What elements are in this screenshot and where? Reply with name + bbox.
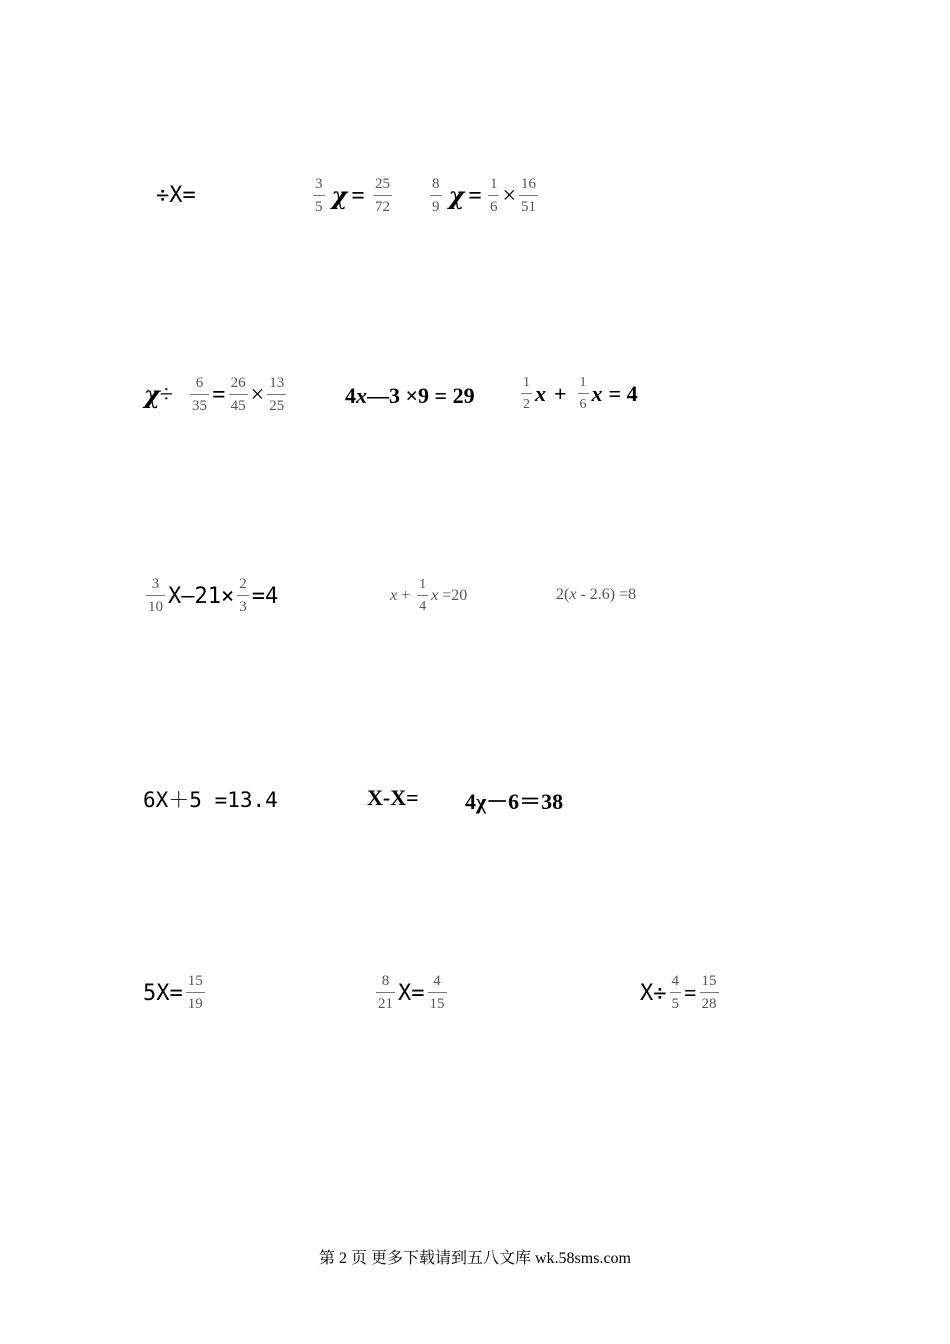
times-sign: × bbox=[502, 182, 517, 209]
right-hand-side: =4 bbox=[251, 583, 279, 609]
equation-text: X-X= bbox=[367, 785, 419, 810]
equation-row5-b bbox=[373, 974, 450, 1012]
right-hand-side: =20 bbox=[442, 587, 468, 604]
fraction: $\frac{4}{5}$ bbox=[671, 973, 679, 1012]
equation-text: X—21× bbox=[168, 583, 235, 609]
equals-sign: = bbox=[211, 381, 226, 408]
equals-sign: = bbox=[182, 183, 196, 208]
equation-rest: - 2.6) =8 bbox=[580, 586, 637, 603]
fraction: $\frac{8}{21}$ bbox=[378, 973, 393, 1012]
equation-row5-a bbox=[143, 974, 208, 1012]
fraction: $\frac{4}{15}$ bbox=[429, 973, 445, 1012]
equation-text: X= bbox=[398, 980, 425, 1006]
right-hand-side: = 4 bbox=[608, 381, 638, 406]
equation-text: 4χ－6＝38 bbox=[465, 789, 564, 814]
equation-text: 5X= bbox=[143, 980, 183, 1006]
plus-sign: + bbox=[401, 587, 411, 604]
variable: 𝝌 bbox=[448, 184, 465, 210]
fraction: $\frac{6}{35}$ bbox=[191, 375, 207, 414]
equation-row4-c bbox=[465, 785, 563, 816]
equation-row2-b bbox=[345, 383, 475, 409]
fraction: $\frac{1}{4}$ bbox=[419, 577, 427, 614]
variable: 𝝌 bbox=[331, 184, 348, 210]
equation-row3-a bbox=[143, 577, 278, 615]
variable: x bbox=[591, 381, 603, 406]
equation-row4-b bbox=[367, 785, 419, 811]
equation-row2-c bbox=[518, 376, 638, 412]
equation-text: 2( bbox=[556, 586, 570, 603]
fraction: $\frac{15}{19}$ bbox=[187, 973, 203, 1012]
equation-row3-c bbox=[556, 586, 636, 604]
equation-row3-b bbox=[390, 578, 467, 614]
fraction: $\frac{1}{6}$ bbox=[579, 375, 587, 412]
equation-rest: —3 ×9 = 29 bbox=[367, 383, 475, 408]
fraction: $\frac{1}{6}$ bbox=[489, 176, 498, 215]
fraction: $\frac{2}{3}$ bbox=[239, 576, 247, 615]
variable: x bbox=[390, 587, 398, 604]
fraction: $\frac{15}{28}$ bbox=[701, 973, 717, 1012]
equation-row4-a bbox=[143, 784, 278, 814]
fraction: $\frac{25}{72}$ bbox=[374, 176, 390, 215]
divide-sign: ÷ bbox=[156, 183, 170, 208]
page-footer: 第 2 页 更多下载请到五八文库 wk.58sms.com bbox=[318, 1250, 631, 1267]
variable: x bbox=[535, 381, 546, 406]
times-sign: × bbox=[250, 381, 265, 408]
equals-sign: = bbox=[468, 182, 482, 209]
fraction: $\frac{8}{9}$ bbox=[432, 176, 440, 215]
fraction: $\frac{26}{45}$ bbox=[230, 375, 246, 414]
fraction: $\frac{16}{51}$ bbox=[521, 176, 537, 215]
plus-sign: + bbox=[554, 381, 567, 406]
variable: 𝝌 bbox=[144, 383, 160, 409]
fraction: $\frac{1}{2}$ bbox=[523, 375, 530, 412]
fraction: $\frac{3}{10}$ bbox=[148, 576, 163, 615]
equals-sign: = bbox=[684, 980, 697, 1005]
equation-row1-c bbox=[427, 177, 541, 215]
equation-text: 6X＋5 =13.4 bbox=[143, 788, 278, 812]
variable: x bbox=[356, 383, 367, 408]
coefficient: 4 bbox=[345, 383, 356, 408]
equation-text: X÷ bbox=[640, 980, 667, 1006]
fraction: $\frac{13}{25}$ bbox=[269, 375, 285, 414]
equation-row2-a bbox=[144, 376, 289, 414]
equation-row1-b bbox=[310, 177, 395, 215]
divide-sign: ÷ bbox=[159, 381, 173, 408]
fraction: $\frac{3}{5}$ bbox=[315, 176, 323, 215]
equals-sign: = bbox=[351, 182, 365, 209]
variable: x bbox=[569, 586, 577, 603]
variable: X bbox=[169, 183, 183, 208]
equation-row1-a bbox=[156, 183, 196, 208]
variable: x bbox=[431, 587, 439, 604]
equation-row5-c bbox=[640, 974, 722, 1012]
